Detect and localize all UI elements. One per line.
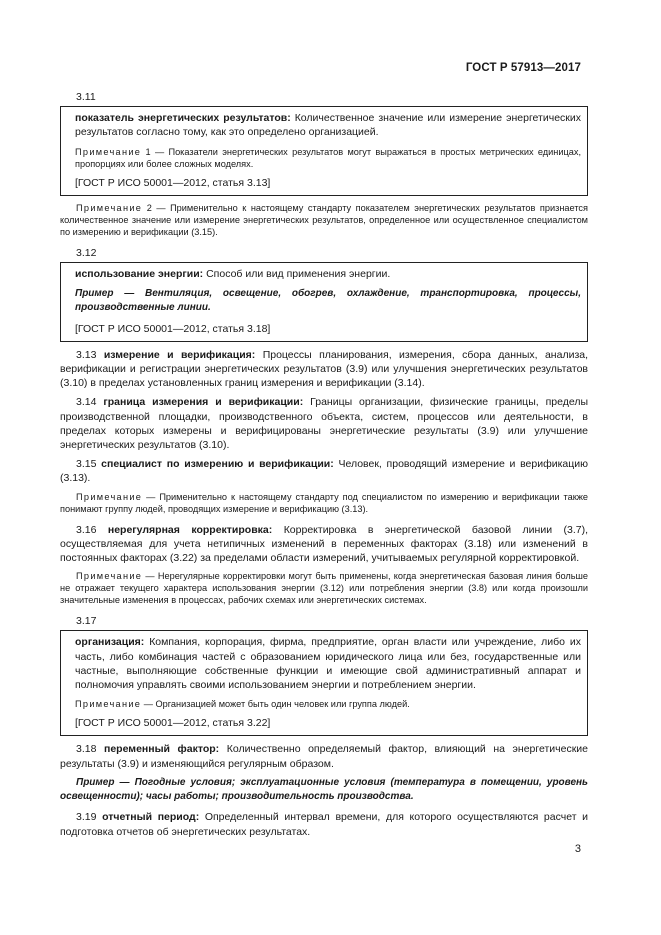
note-label: Примечание [76, 491, 143, 502]
definition-3-14 [60, 395, 588, 452]
note-text: — Нерегулярные корректировки могут быть применены, когда энергетическая базовая линия больше не отражает текущего характера использования энергии (3.12) или потребления энергии (3.8) или когда произошли значительные изменения в процессах, рабочих схемах или энергетических системах. [60, 571, 588, 606]
definition-text-3-13: Процессы планирования, измерения, сбора данных, анализа, верификации и регистрации энергетических результатов (3.9) или улучшения энергетических результатов (3.10) в пределах установленных границ измерения и верификации (3.14). [60, 348, 589, 390]
note-label: Примечание [75, 699, 142, 710]
note-text: — Применительно к настоящему стандарту под специалистом по измерению и верификации также понимают группу людей, проводящих измерение и верификацию (3.13). [60, 491, 588, 514]
note-text: 2 — Применительно к настоящему стандарту показателем энергетических результатов признается количественное значение или измерение энергетических результатов, определенное или осуществленное специалистом по измерению и верификации (3.15). [60, 202, 588, 237]
example-3-12: Пример — Вентиляция, освещение, обогрев, охлаждение, транспортировка, процессы, производственные линии. [75, 288, 581, 314]
term-3-14: граница измерения и верификации: [103, 396, 304, 409]
definition-text-3-12: Способ или вид применения энергии. [203, 268, 391, 281]
definition-text-3-14: Границы организации, физические границы, пределы производственной площадки, производственного объекта, систем, процессов или деятельности, в пределах которых измерены и верифицированы энергетические результаты (3.9) или улучшение энергетических результатов (3.10). [60, 396, 588, 452]
note-3-17 [75, 698, 581, 710]
example-3-18: Пример — Погодные условия; эксплуатационные условия (температура в помещении, уровень освещенности); часы работы; производительность производства. [60, 776, 588, 803]
note-label: Примечание [75, 146, 142, 157]
definition-3-12 [75, 267, 581, 281]
term-3-17: организация: [75, 636, 145, 649]
section-number-3-14: 3.14 [76, 396, 97, 409]
definition-text-3-17: Компания, корпорация, фирма, предприятие, орган власти или учреждение, либо их часть, либо комбинация частей с образованием юридического лица или без, государственные или частные, выполняющие собственные функции и имеющие свой административный аппарат и полномочия управлять своими использованием энергии и потреблением энергии. [75, 636, 581, 692]
section-number-3-18: 3.18 [76, 743, 97, 756]
document-code: ГОСТ Р 57913—2017 [465, 62, 581, 74]
definition-text-3-15: Человек, проводящий измерение и верификацию (3.13). [60, 458, 589, 485]
definition-box-3-11 [60, 106, 588, 196]
definition-3-13 [60, 348, 588, 391]
note-3-11 [75, 146, 581, 170]
definition-text-3-18: Количественно определяемый фактор, влияющий на энергетические результаты (3.9) и изменяющийся регулярным образом. [60, 743, 588, 770]
note-2-3-11 [60, 202, 588, 238]
note-text: 1 — Показатели энергетических результатов могут выражаться в простых метрических единицах, пропорциях или более сложных моделях. [75, 146, 581, 169]
term-3-15: специалист по измерению и верификации: [101, 458, 334, 471]
document-body [60, 90, 588, 844]
definition-3-15 [60, 457, 588, 485]
section-number-3-12: 3.12 [76, 246, 97, 259]
definition-3-17 [75, 635, 581, 692]
section-number-3-15: 3.15 [76, 458, 97, 471]
section-number-3-19: 3.19 [76, 811, 97, 824]
source-reference: [ГОСТ Р ИСО 50001—2012, статья 3.18] [75, 322, 271, 335]
definition-text-3-16: Корректировка в энергетической базовой линии (3.7), осуществляемая для учета нетипичных изменений в переменных факторах (3.18) или изменений в постоянных факторах (3.22) за пределами области измерений, учитываемых регулярной корректировкой. [60, 523, 588, 565]
definition-box-3-12 [60, 262, 588, 342]
source-reference: [ГОСТ Р ИСО 50001—2012, статья 3.13] [75, 176, 271, 189]
definition-box-3-17 [60, 630, 588, 736]
definition-3-16 [60, 523, 588, 566]
term-3-13: измерение и верификация: [103, 348, 256, 361]
definition-text-3-11: Количественное значение или измерение энергетических результатов согласно тому, как это определено организацией. [75, 112, 581, 139]
definition-3-18 [60, 742, 588, 770]
term-3-12: использование энергии: [75, 268, 204, 281]
note-label: Примечание [76, 202, 143, 213]
definition-text-3-19: Определенный интервал времени, для которого осуществляются расчет и подготовка отчетов об энергетических результатах. [60, 811, 589, 838]
source-reference: [ГОСТ Р ИСО 50001—2012, статья 3.22] [75, 717, 271, 730]
section-number-3-11: 3.11 [76, 91, 96, 103]
definition-3-19 [60, 810, 588, 838]
note-3-15 [60, 491, 588, 515]
note-3-16 [60, 570, 588, 606]
term-3-11: показатель энергетических результатов: [75, 112, 291, 125]
note-label: Примечание [76, 571, 143, 582]
section-number-3-17: 3.17 [76, 615, 97, 628]
definition-3-11 [75, 111, 581, 139]
note-text: — Организацией может быть один человек или группа людей. [141, 699, 410, 710]
page-number: 3 [574, 843, 581, 855]
term-3-16: нерегулярная корректировка: [107, 523, 273, 536]
term-3-19: отчетный период: [102, 811, 200, 824]
section-number-3-13: 3.13 [76, 348, 97, 361]
section-number-3-16: 3.16 [76, 523, 97, 536]
term-3-18: переменный фактор: [104, 743, 220, 756]
